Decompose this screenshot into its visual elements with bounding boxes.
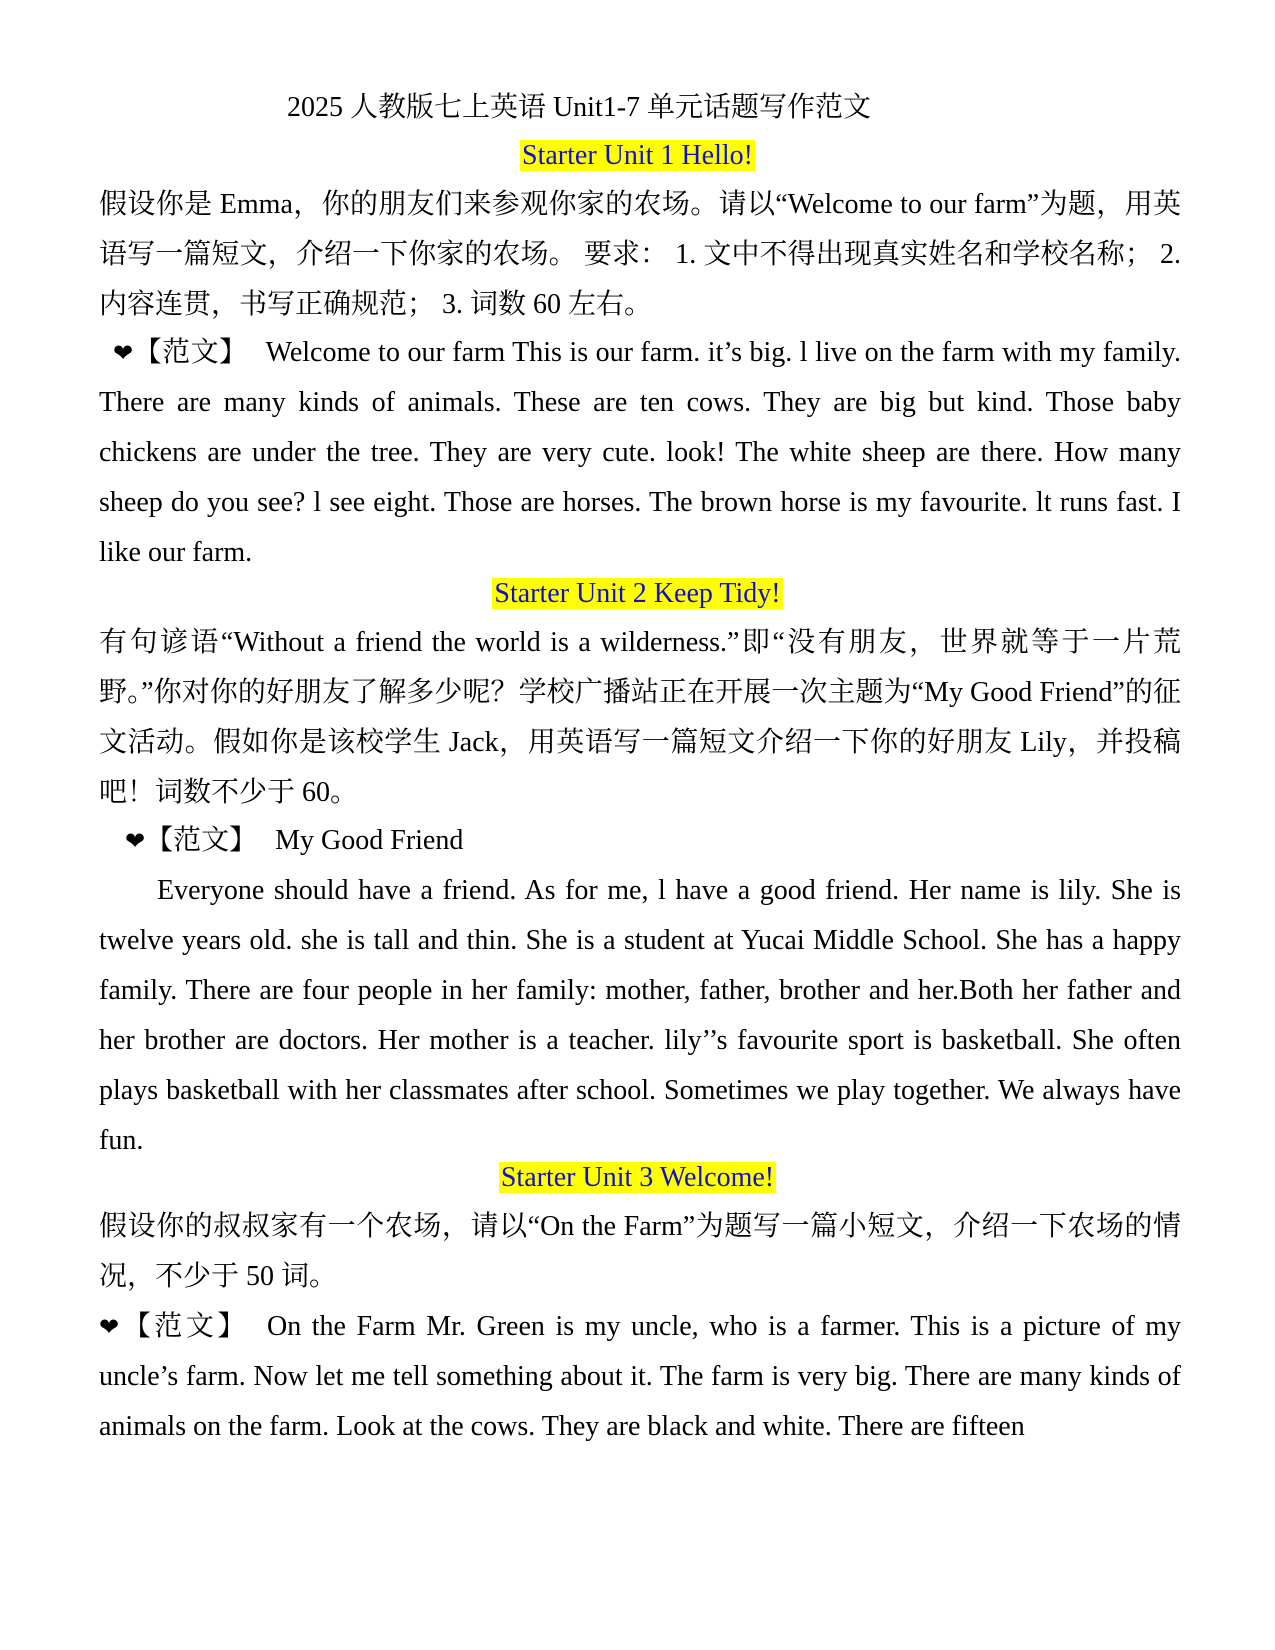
sample-heading-line bbox=[99, 816, 1181, 866]
unit-title bbox=[0, 1158, 1275, 1198]
unit-title bbox=[0, 574, 1275, 614]
sample-label: 【范文】 bbox=[133, 337, 248, 368]
heart-icon: ❤ bbox=[125, 827, 146, 855]
sample-label: 【范文】 bbox=[145, 825, 258, 856]
unit-title-text: Starter Unit 3 Welcome! bbox=[500, 1162, 775, 1193]
sample-heading: My Good Friend bbox=[275, 825, 464, 856]
sample-text: On the Farm Mr. Green is my uncle, who is a farmer. This is a picture of my uncle’s farm. Now let me tell something about it. The farm is very big. There are many kinds of animals on the farm. Look at the cows. They are black and white. There are fifteen bbox=[99, 1311, 1181, 1442]
unit-title bbox=[0, 136, 1275, 176]
writing-prompt: 假设你是 Emma，你的朋友们来参观你家的农场。请以“Welcome to our farm”为题，用英语写一篇短文，介绍一下你家的农场。 要求： 1. 文中不得出现真实姓名和学校名称； 2. 内容连贯，书写正确规范； 3. 词数 60 左右。 bbox=[99, 189, 1181, 320]
unit-title-text: Starter Unit 2 Keep Tidy! bbox=[494, 578, 781, 609]
sample-text: Everyone should have a friend. As for me, l have a good friend. Her name is lily. She is twelve years old. she is tall and thin. She is a student at Yucai Middle School. She has a happy family. There are four people in her family: mother, father, brother and her.Both her father and her brother are doctors. Her mother is a teacher. lily’’s favourite sport is basketball. She often plays basketball with her classmates after school. Sometimes we play together. We always have fun. bbox=[99, 875, 1181, 1156]
heart-icon: ❤ bbox=[113, 339, 134, 367]
document-title: 2025 人教版七上英语 Unit1-7 单元话题写作范文 bbox=[286, 92, 872, 123]
sample-text: Welcome to our farm This is our farm. it’s big. l live on the farm with my family. There are many kinds of animals. These are ten cows. They are big but kind. Those baby chickens are under the tree. They are very cute. look! The white sheep are there. How many sheep do you see? l see eight. Those are horses. The brown horse is my favourite. lt runs fast. I like our farm. bbox=[99, 337, 1181, 568]
sample-essay bbox=[99, 328, 1181, 578]
unit-title-text: Starter Unit 1 Hello! bbox=[522, 140, 753, 171]
sample-label: 【范文】 bbox=[122, 1311, 249, 1342]
sample-essay bbox=[99, 1302, 1181, 1452]
writing-prompt: 假设你的叔叔家有一个农场，请以“On the Farm”为题写一篇小短文，介绍一下农场的情况，不少于 50 词。 bbox=[99, 1211, 1181, 1292]
writing-prompt: 有句谚语“Without a friend the world is a wilderness.”即“没有朋友，世界就等于一片荒野。”你对你的好朋友了解多少呢？学校广播站正在开展一次主题为“My Good Friend”的征文活动。假如你是该校学生 Jack，用英语写一篇短文介绍一下你的好朋友 Lily，并投稿吧！词数不少于 60。 bbox=[99, 627, 1181, 808]
heart-icon: ❤ bbox=[99, 1313, 123, 1341]
